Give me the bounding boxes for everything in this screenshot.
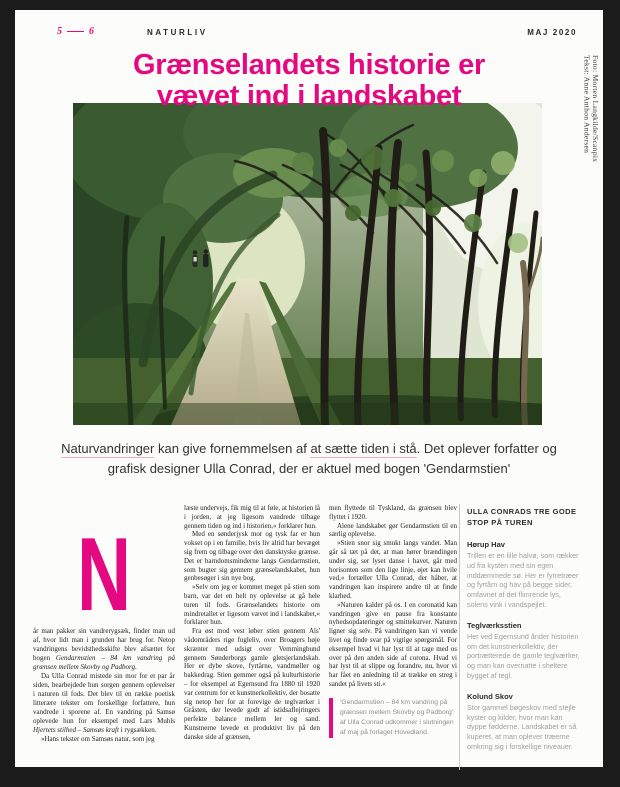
article-title-line2: vævet ind i landskabet bbox=[156, 80, 462, 112]
sidebar-item-heading: Hørup Hav bbox=[467, 540, 505, 549]
text-credit: Tekst: Anne Anthon Andersen bbox=[582, 55, 592, 154]
paragraph: »Selv om jeg er kommet meget på stien som barn, var det en helt ny oplevelse at gå hele turen til fods. Grænselandets historie om mindretallet er ligesom vævet ind i landskabet,« forklarer hun. bbox=[184, 583, 320, 627]
sidebar-item-horup-hav bbox=[467, 540, 583, 610]
paragraph: år man pakker sin vandrerygsæk, finder man ud af, hvor lidt man i grunden har brug for. Netop vandringens bevidsthedsskifte blev afsættet for bogen Gendarmstien – 84 km vandring på grænsen mellem Skovby og Padborg. bbox=[33, 627, 175, 671]
paragraph: Alene landskabet gør Gendarmstien til en særlig oplevelse. bbox=[329, 521, 457, 539]
paragraph: Med en sønderjysk mor og tysk far er hun vokset op i en familie, hvis liv altid har bevæget sig frem og tilbage over den dansktyske grænse. Det er barndomsminderne langs Gendarmstien, som bugter sig gennem grænselandskabet, hun genbesøger i sin nye bog. bbox=[184, 530, 320, 583]
paragraph: men flyttede til Tyskland, da grænsen blev flyttet i 1920. bbox=[329, 504, 457, 521]
magazine-page bbox=[15, 10, 603, 767]
paragraph: læste undervejs, fik mig til at føle, at historien lå i jorden, at jeg ligesom vandrede tilbage gennem tiden og ind i historien,« forklarer hun. bbox=[184, 504, 320, 530]
page-number-left: 5 bbox=[57, 26, 62, 37]
sidebar-title: ULLA CONRADS TRE GODE STOP PÅ TUREN bbox=[467, 507, 577, 527]
sidebar-item-body: Trillen er en lille halvø, som rækker ud fra kysten med sin egen inddæmmede sø. Her er fyrretræer og fyrtårn og hav på begge sider, omfavnet af det flimrende lys, solens vink i vandspejlet. bbox=[467, 551, 579, 609]
paragraph: Da Ulla Conrad mistede sin mor for et par år siden, bearbejdede hun sorgen gennem oplevelser i naturen til fods. Det blev til en række poetisk litterære tekster om forskellige forfattere, hun vandrede i sporene af. En vandring på Samsø oplevede hun for eksempel med Lars Muhls Hjertets stilhed – Samsøs kraft i rygsækken. bbox=[33, 672, 175, 734]
sidebar-item-heading: Kolund Skov bbox=[467, 691, 513, 701]
standfirst-text-2: . Det oplever forfatter og grafisk designer Ulla Conrad, der er aktuel med bogen 'Gendarmstien' bbox=[107, 441, 557, 476]
folio-dash bbox=[67, 31, 84, 32]
article-photo bbox=[73, 103, 542, 425]
body-column-3 bbox=[329, 504, 457, 770]
paragraph: Fra øst mod vest løber stien gennem Als' vådområders rige fugleliv, over Broagers høje skrænter med udsigt over Vemmingbund gennem Sønderborgs gamle gletsjerlandskab. Her er dybe skove, fyrtårne, vandmøller og bakkedrag. Stien gemmer også på kulturhistorie – for eksempel at Egernsund fra 1880 til 1920 var centrum for et kunstnerkollektiv, der bosatte sig netop her for at forevige de teglværker i Gråsten, der levede godt af istidsaflejringers perfekte balance mellem ler og sand. Kunstnerne levede et produktivt liv på den danske side af grænsen, bbox=[184, 627, 320, 741]
paragraph: »Naturen kalder på os. I en coronatid kan vandringen give en pause fra konstante nyhedsopdateringer og smittekurver. Naturen ligner sig selv. På vandringen kan vi vende livet og finde svar på vigtige spørgsmål. For eksempel hvad vi har lyst til at tage med os over på den anden side af corona. Hvad vi har lyst til at slippe og forandre, nu, hvor vi har fået en anledning til at trække en streg i sandet på livets sti.« bbox=[329, 600, 457, 688]
tips-sidebar bbox=[467, 504, 583, 763]
page-number-right: 6 bbox=[89, 26, 94, 37]
column-divider bbox=[459, 504, 460, 770]
paragraph: »Stien snor sig smukt langs vandet. Man går så tæt på det, at man hører brændingen under sig, ser lyset danse i havet, går med horisonten som den lige linje, øjet kan hvile ved,« fortæller Ulla Conrad, der håber, at vandringen kan inspirere andre til at finde klarhed. bbox=[329, 539, 457, 600]
standfirst bbox=[53, 439, 565, 479]
issue-date: MAJ 2020 bbox=[527, 28, 577, 37]
forest-path-illustration bbox=[73, 103, 542, 425]
body-column-2 bbox=[184, 504, 320, 770]
article-title-line1: Grænselandets historie er bbox=[133, 49, 485, 81]
article-title bbox=[15, 50, 603, 112]
article-body bbox=[33, 504, 457, 770]
accent-bar bbox=[329, 698, 333, 738]
photo-credit: Foto: Morten Langkilde/Scanpix bbox=[591, 55, 600, 163]
standfirst-underlined-1: Naturvandringer bbox=[61, 441, 155, 456]
standfirst-text: kan give fornemmelsen af bbox=[154, 441, 311, 456]
sidebar-item-kolund-skov bbox=[467, 692, 583, 752]
sidebar-item-heading: Teglværksstien bbox=[467, 620, 522, 630]
dropcap: N bbox=[77, 517, 132, 633]
sidebar-item-teglvaerksstien bbox=[467, 621, 583, 681]
paragraph: »Hans tekster om Samsøs natur, som jeg bbox=[41, 735, 155, 743]
book-info-text: 'Gendarmstien – 84 km vandring på grænsen mellem Skovby og Padborg' af Ulla Conrad udkommer i slutningen af maj på forlaget Hovedland. bbox=[340, 698, 454, 736]
body-column-1 bbox=[33, 504, 175, 770]
sidebar-item-body: Her ved Egernsund ånder historien om det kunstnerkollektiv, der portrætterede de gamle teglværker, og man kan overnatte i sheltere bygget af tegl. bbox=[467, 631, 580, 680]
page-numbers bbox=[57, 26, 94, 37]
book-info-box bbox=[329, 698, 457, 738]
standfirst-underlined-2: at sætte tiden i stå bbox=[310, 441, 417, 456]
sidebar-item-body: Stor gammel bøgeskov med stejle kyster og kilder, hvor man kan dyppe fødderne. Landskabet er så kuperet, at man oplever træerne omkring sig i forskellige niveauer. bbox=[467, 702, 577, 751]
section-label: NATURLIV bbox=[147, 28, 208, 37]
